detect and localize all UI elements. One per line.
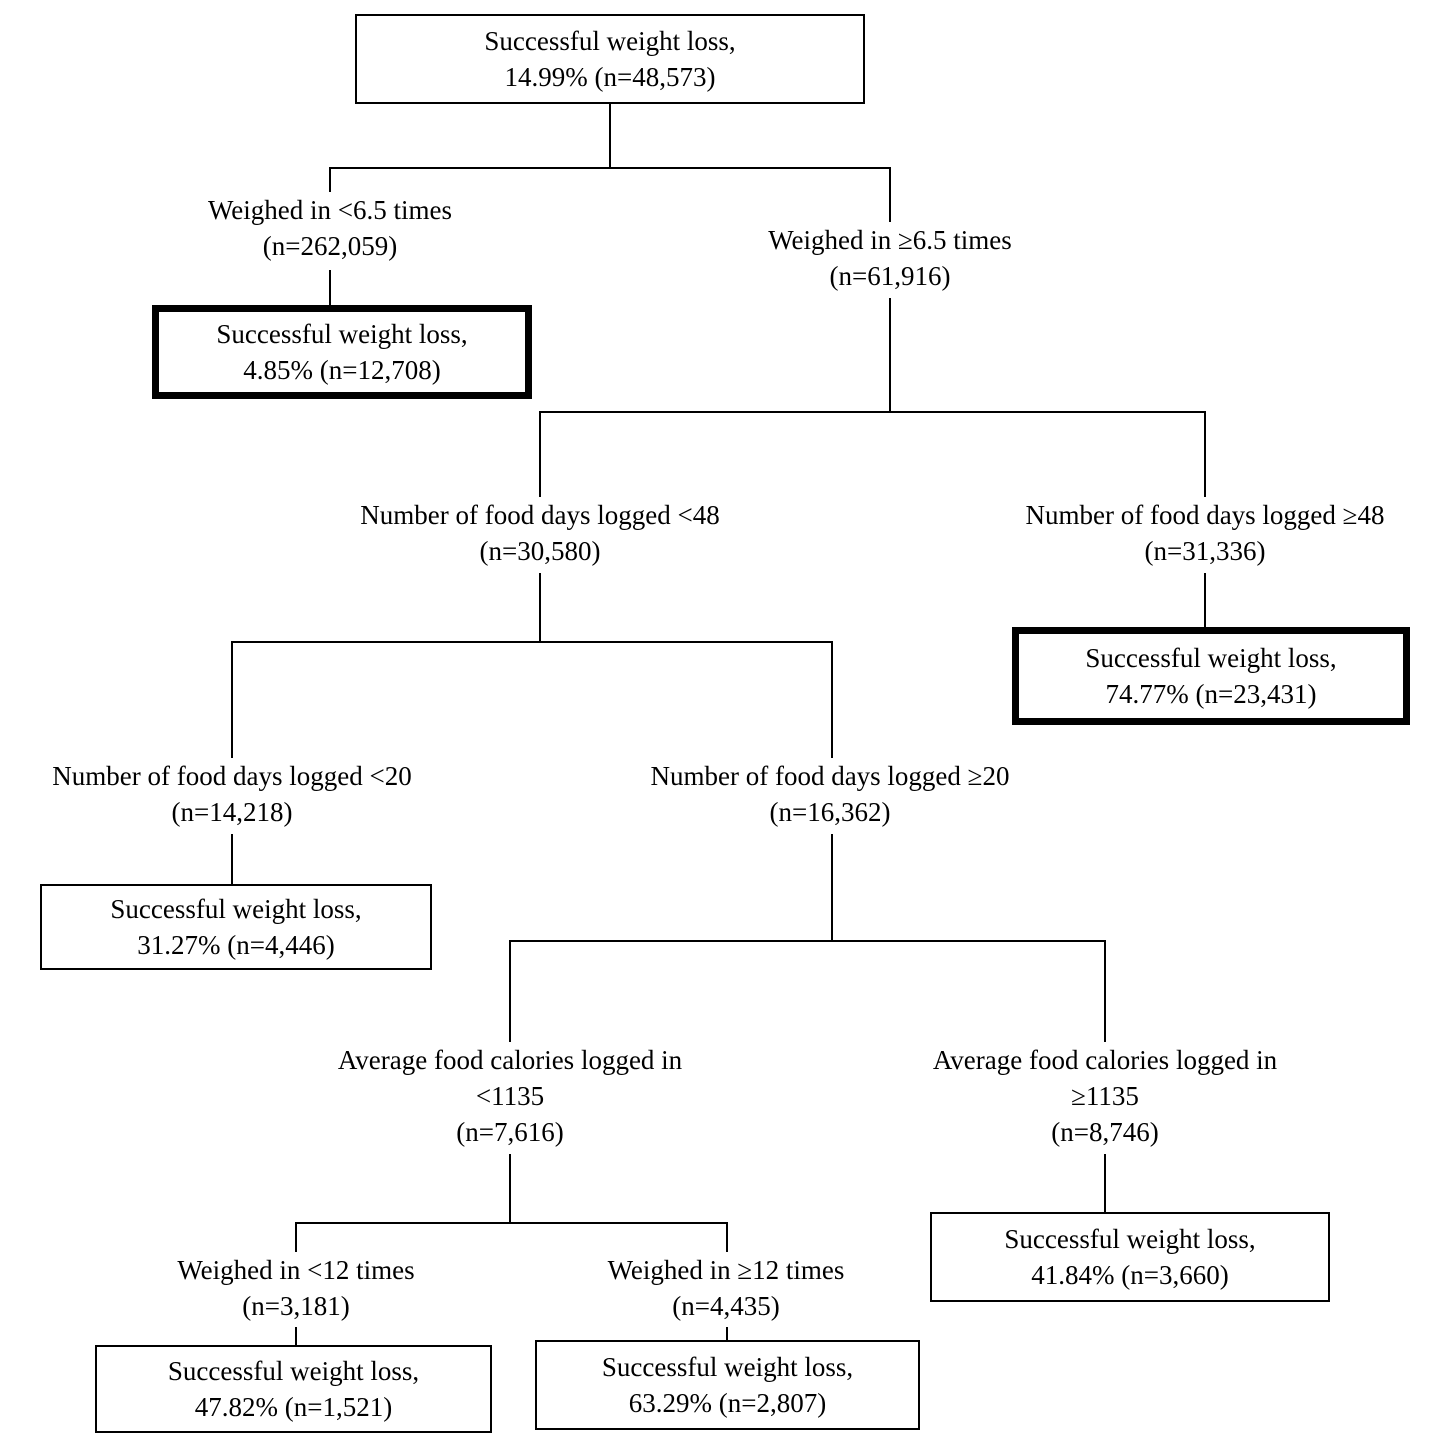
connector-to-outcome-lt65 xyxy=(329,270,331,305)
connector-to-outcome-lt20 xyxy=(231,834,233,884)
node-text-line: (n=14,218) xyxy=(171,797,293,827)
node-text-line: Successful weight loss, xyxy=(216,319,468,349)
node-text-line: (n=4,435) xyxy=(672,1291,780,1321)
node-text-line: 47.82% (n=1,521) xyxy=(194,1392,393,1422)
node-text-line: 14.99% (n=48,573) xyxy=(504,62,716,92)
connector-level2-bus xyxy=(539,411,1206,413)
connector-to-food-lt20 xyxy=(231,641,233,758)
node-text-line: Weighed in <12 times xyxy=(177,1255,415,1285)
connector-to-food-lt48 xyxy=(539,411,541,497)
connector-level5-bus xyxy=(295,1222,728,1224)
node-text-line: Successful weight loss, xyxy=(1004,1224,1256,1254)
connector-to-outcome-ge1135 xyxy=(1104,1154,1106,1212)
connector-to-cal-lt1135 xyxy=(509,940,511,1042)
connector-to-outcome-lt12 xyxy=(295,1327,297,1345)
node-text-line: (n=8,746) xyxy=(1051,1117,1159,1147)
node-outcome-food-days-lt-20 xyxy=(40,884,432,970)
connector-to-cal-ge1135 xyxy=(1104,940,1106,1042)
node-text-line: Weighed in ≥12 times xyxy=(607,1255,845,1285)
node-weighed-ge-6-5-times xyxy=(715,222,1065,294)
connector-root-stem xyxy=(609,103,611,167)
connector-food-ge20-stem xyxy=(831,834,833,940)
node-text-line: Number of food days logged <20 xyxy=(52,761,412,791)
node-text-line: Successful weight loss, xyxy=(167,1356,420,1386)
node-outcome-weighed-lt-6-5 xyxy=(152,305,532,399)
node-text-line: Number of food days logged <48 xyxy=(360,500,720,530)
connector-to-weighed-lt65 xyxy=(329,167,331,192)
node-text-line: 74.77% (n=23,431) xyxy=(1105,679,1317,709)
node-text-line: (n=16,362) xyxy=(769,797,891,827)
node-text-line: Number of food days logged ≥48 xyxy=(1025,500,1385,530)
node-text-line: (n=7,616) xyxy=(456,1117,564,1147)
node-text-line: (n=3,181) xyxy=(242,1291,350,1321)
node-text-line: <1135 xyxy=(475,1081,545,1111)
connector-to-weighed-ge65 xyxy=(889,167,891,222)
connector-to-weighed-lt12 xyxy=(295,1222,297,1252)
node-avg-calories-ge-1135 xyxy=(905,1042,1305,1150)
connector-to-weighed-ge12 xyxy=(726,1222,728,1252)
node-text-line: ≥1135 xyxy=(1071,1081,1139,1111)
node-weighed-lt-6-5-times xyxy=(155,192,505,264)
node-food-days-lt-20 xyxy=(12,758,452,830)
node-avg-calories-lt-1135 xyxy=(310,1042,710,1150)
connector-to-food-ge48 xyxy=(1204,411,1206,497)
node-text-line: 4.85% (n=12,708) xyxy=(243,355,441,385)
connector-food-lt48-stem xyxy=(539,573,541,641)
node-outcome-weighed-lt-12 xyxy=(95,1345,492,1433)
node-text-line: Successful weight loss, xyxy=(601,1352,854,1382)
node-food-days-lt-48 xyxy=(320,497,760,569)
connector-cal-lt1135-stem xyxy=(509,1154,511,1222)
node-text-line: Successful weight loss, xyxy=(110,894,362,924)
node-text-line: 31.27% (n=4,446) xyxy=(137,930,335,960)
connector-to-outcome-ge48 xyxy=(1204,573,1206,627)
connector-weighed-ge65-stem xyxy=(889,298,891,411)
node-food-days-ge-48 xyxy=(985,497,1425,569)
node-text-line: Successful weight loss, xyxy=(484,26,736,56)
node-text-line: (n=61,916) xyxy=(829,261,951,291)
node-text-line: Weighed in <6.5 times xyxy=(207,195,452,225)
node-outcome-food-days-ge-48 xyxy=(1012,627,1410,725)
node-text-line: (n=31,336) xyxy=(1144,536,1266,566)
node-outcome-weighed-ge-12 xyxy=(535,1340,920,1430)
node-weighed-ge-12-times xyxy=(566,1252,886,1324)
node-weighed-lt-12-times xyxy=(136,1252,456,1324)
node-text-line: Average food calories logged in xyxy=(932,1045,1278,1075)
node-text-line: Number of food days logged ≥20 xyxy=(650,761,1010,791)
node-text-line: 63.29% (n=2,807) xyxy=(628,1388,827,1418)
node-outcome-calories-ge-1135 xyxy=(930,1212,1330,1302)
connector-to-food-ge20 xyxy=(831,641,833,758)
connector-to-outcome-ge12 xyxy=(726,1327,728,1340)
node-text-line: 41.84% (n=3,660) xyxy=(1031,1260,1229,1290)
node-text-line: Weighed in ≥6.5 times xyxy=(768,225,1012,255)
node-root-successful-weight-loss xyxy=(355,14,865,104)
connector-level4-bus xyxy=(509,940,1106,942)
node-food-days-ge-20 xyxy=(610,758,1050,830)
node-text-line: (n=30,580) xyxy=(479,536,601,566)
connector-level1-bus xyxy=(329,167,891,169)
node-text-line: Successful weight loss, xyxy=(1085,643,1337,673)
node-text-line: Average food calories logged in xyxy=(337,1045,683,1075)
connector-level3-bus xyxy=(231,641,833,643)
node-text-line: (n=262,059) xyxy=(262,231,398,261)
